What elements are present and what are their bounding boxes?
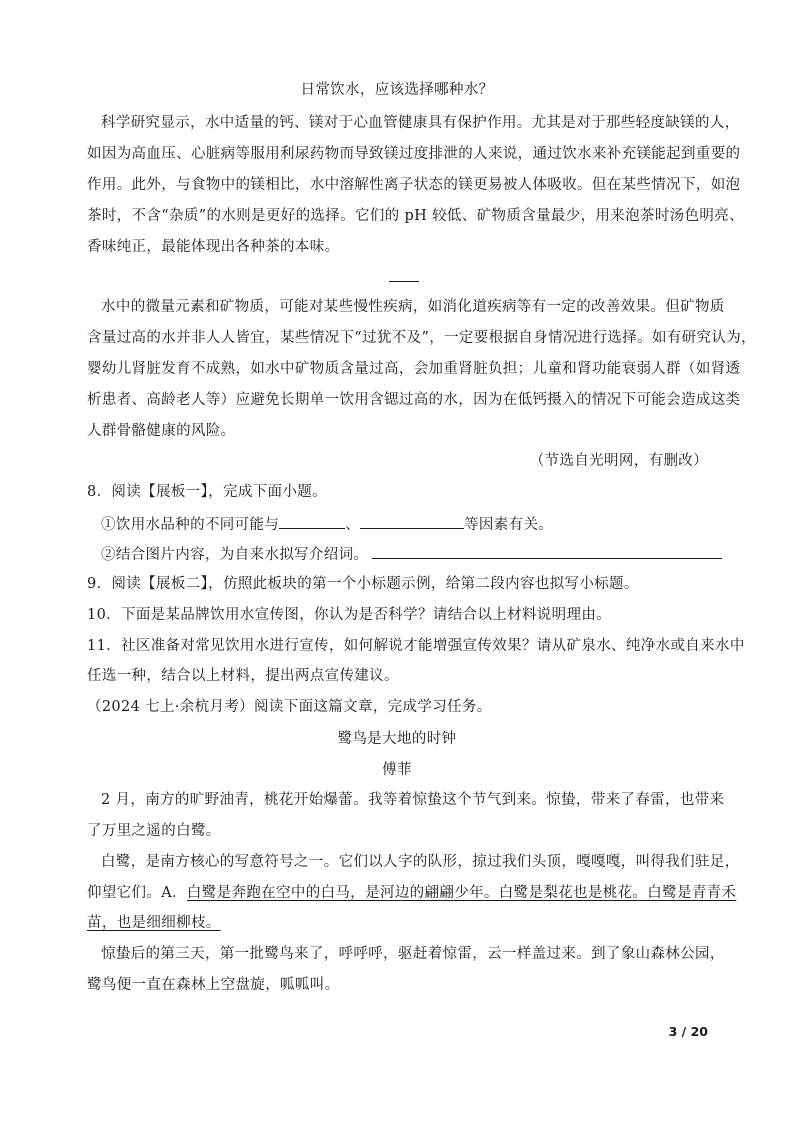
question-11-line2: 任选一种，结合以上材料，提出两点宣传建议。: [87, 668, 399, 684]
article1-para2-line4: 析患者、高龄老人等）应避免长期单一饮用含锶过高的水，因为在低钙摄入的情况下可能会造成这类: [87, 392, 741, 408]
article2-p1-line1: 2 月，南方的旷野油青，桃花开始爆蕾。我等着惊蛰这个节气到来。惊蛰，带来了春雷，也带来: [101, 792, 725, 808]
article2-p2-line1: 白鹭，是南方核心的写意符号之一。它们以人字的队形，掠过我们头顶，嘎嘎嘎，叫得我们驻足，: [101, 854, 740, 870]
question-8-1-separator: 、: [345, 517, 361, 533]
answer-blank-2[interactable]: [360, 513, 464, 529]
underlined-sentence-a: 白鹭是奔跑在空中的白马，是河边的翩翩少年。白鹭是梨花也是桃花。白鹭是青青禾: [186, 885, 737, 901]
article2-title: 鹭鸟是大地的时钟: [337, 731, 457, 747]
article2-p2-line2: [87, 883, 736, 903]
article1-para2-line3: 婴幼儿肾脏发育不成熟，如水中矿物质含量过高，会加重肾脏负担；儿童和肾功能衰弱人群（如肾透: [87, 361, 741, 377]
article2-p3-line2: 鹭鸟便一直在森林上空盘旋，呱呱叫。: [87, 977, 340, 993]
article1-para2-line5: 人群骨骼健康的风险。: [87, 423, 236, 439]
question-8-2: [101, 543, 722, 565]
article1-para1-line4: 茶时，不含“杂质”的水则是更好的选择。它们的 pH 较低、矿物质含量最少，用来泡茶时汤色明亮、: [87, 208, 744, 224]
question-8-1: [101, 513, 553, 535]
question-8-2-text: ②结合图片内容，为自来水拟写介绍词。: [101, 547, 369, 563]
question-8-1-suffix: 等因素有关。: [464, 517, 554, 533]
article1-para1-line3: 作用。此外，与食物中的镁相比，水中溶解性离子状态的镁更易被人体吸收。但在某些情况下，如泡: [87, 177, 741, 193]
question-9: 9．阅读【展板二】，仿照此板块的第一个小标题示例，给第二段内容也拟写小标题。: [87, 576, 639, 592]
answer-blank-3[interactable]: [372, 543, 722, 559]
underlined-sentence-a-cont: 苗，也是细细柳枝。: [87, 915, 221, 931]
article2-p3-line1: 惊蛰后的第三天，第一批鹭鸟来了，呼呼呼，驱赶着惊雷，云一样盖过来。到了象山森林公园，: [101, 946, 725, 962]
article2-p2-line3: [87, 913, 221, 933]
article1-para2-line1: 水中的微量元素和矿物质，可能对某些慢性疾病，如消化道疾病等有一定的改善效果。但矿物质: [101, 299, 725, 315]
answer-blank-1[interactable]: [279, 513, 345, 529]
question-8: 8．阅读【展板一】，完成下面小题。: [87, 484, 327, 500]
article1-para2-line2: 含量过高的水并非人人皆宜，某些情况下“过犹不及”，一定要根据自身情况进行选择。如有研究认为，: [87, 330, 756, 346]
article1-para1-line1: 科学研究显示，水中适量的钙、镁对于心血管健康具有保护作用。尤其是对于那些轻度缺镁的人，: [101, 115, 740, 131]
article2-p2-line2-plain: 仰望它们。A．: [87, 885, 187, 901]
article1-heading: 日常饮水，应该选择哪种水？: [300, 82, 494, 98]
article2-p1-line2: 了万里之遥的白鹭。: [87, 823, 221, 839]
article1-para1-line2: 如因为高血压、心脏病等服用利尿药物而导致镁过度排泄的人来说，通过饮水来补充镁能起到重要的: [87, 146, 741, 162]
reading-intro: （2024 七上·余杭月考）阅读下面这篇文章，完成学习任务。: [87, 699, 492, 715]
article1-source: （节选自光明网，有删改）: [529, 453, 708, 469]
question-8-1-prefix: ①饮用水品种的不同可能与: [101, 517, 280, 533]
question-11-line1: 11．社区准备对常见饮用水进行宣传，如何解说才能增强宣传效果？请从矿泉水、纯净水或自来水中: [87, 638, 745, 654]
article2-author: 傅菲: [382, 762, 412, 778]
article1-para1-line5: 香味纯正，最能体现出各种茶的本味。: [87, 239, 340, 255]
page-number: 3 / 20: [668, 1024, 708, 1039]
section-divider: [389, 281, 419, 282]
question-10: 10．下面是某品牌饮用水宣传图，你认为是否科学？请结合以上材料说明理由。: [87, 607, 612, 623]
